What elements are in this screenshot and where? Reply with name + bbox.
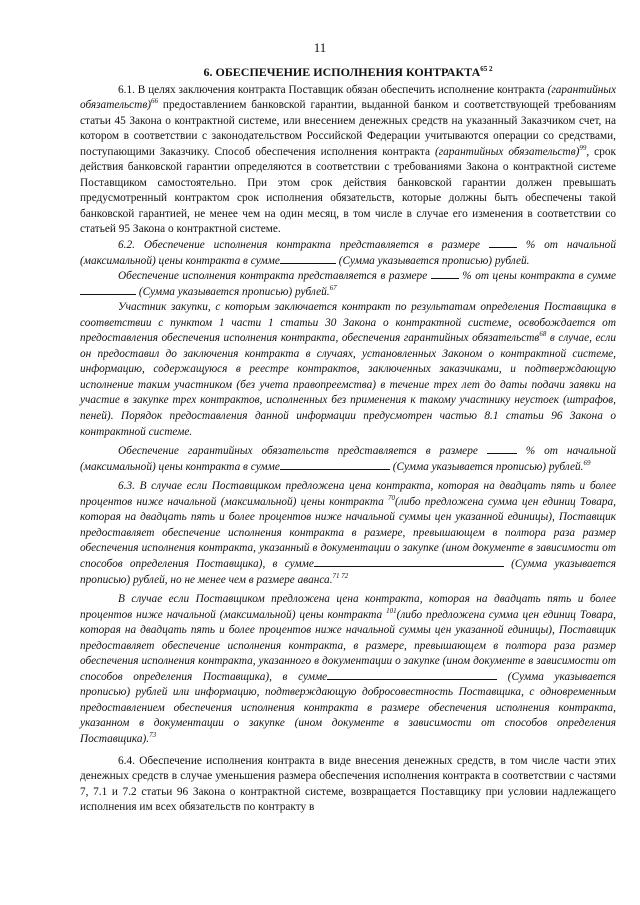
p3-text-c: (Сумма указывается прописью) рублей. <box>136 285 330 298</box>
p4-text-b: в случае, если он предоставил до заключения контракта в случаях, установленных Законом о контрактной системе, информацию, содержащуюся в реестре контрактов, заключенных заказчиками, и подтверждающую исполнение таким участником (без учета правопреемства) в течение трех лет до даты подачи заявки на участие в закупке трех контрактов, исполненных без применения к такому участнику неустоек (штрафов, пеней). Порядок предоставления данной информации предусмотрен частью 8.1 статьи 96 Закона о контрактной системе. <box>80 332 616 438</box>
sum-blank <box>280 460 390 470</box>
p3-text-a: Обеспечение исполнения контракта представляется в размере <box>118 270 431 283</box>
sum-blank <box>280 254 336 264</box>
p6-1-text-b: (гарантийных обязательств) <box>80 83 617 112</box>
p6-2-text-b: % от начальной (максимальной) цены контракта в сумме <box>80 239 616 267</box>
footnote-66: 66 <box>151 97 159 106</box>
p6-4-text-a: 6.4. Обеспечение исполнения контракта в виде внесения денежных средств, в том числе части этих денежных средств в случае уменьшения размера обеспечения исполнения контракта в соответствии с частями 7, 7.1 и 7.2 статьи 96 Закона о контрактной системе, возвращается Поставщику при условии надлежащего исполнения им всех обязательств по контракту в <box>80 754 616 814</box>
paragraph-guarantee-amount <box>80 269 616 300</box>
paragraph-antidumping <box>80 592 616 747</box>
p5-text-c: (Сумма указывается прописью) рублей. <box>389 460 584 473</box>
p6-3-text-c: (Сумма указывается прописью) рублей, но не менее чем в размере аванса. <box>80 557 616 586</box>
footnote-68: 68 <box>539 330 547 339</box>
footnote-99: 99 <box>579 143 587 152</box>
percent-blank <box>489 238 517 248</box>
p6-1-text-c: предоставлением банковской гарантии, выданной банком и соответствующей требованиям статьи 45 Закона о контрактной системе, или внесением денежных средств на указанный Заказчиком счет, на котором в соответствии с законодательством Российской Федерации учитываются операции со средствами, поступающими Заказчику. Способ обеспечения исполнения контракта <box>80 99 616 158</box>
footnote-71-72: 71 72 <box>332 571 349 580</box>
paragraph-6-3 <box>80 479 616 588</box>
p7-text-b: (либо предложена сумма цен единиц Товара, которая на двадцать пять и более процентов ниже начальной суммы цен указанной единицы), Поставщик предоставляет обеспечение исполнения контракта, в размере, превышающем в полтора раза размер обеспечения исполнения контракта, указанного в документации о закупке (ином документе в зависимости от способов определения Поставщика), в сумме <box>80 608 616 683</box>
p6-2-text-a: 6.2. Обеспечение исполнения контракта представляется в размере <box>118 239 489 252</box>
sum-blank <box>314 557 504 567</box>
section-heading <box>80 62 616 81</box>
paragraph-participant-exemption <box>80 300 616 440</box>
paragraph-6-4 <box>80 754 616 816</box>
page-number: 11 <box>313 40 327 55</box>
p6-1-text-d: (гарантийных обязательств) <box>434 145 580 158</box>
section-body <box>80 62 616 816</box>
p6-1-text-e: , срок действия банковской гарантии определяются в соответствии с требованиями Закона о контрактной системе Поставщиком самостоятельно. При этом срок действия банковской гарантии должен превышать предусмотренный контрактом срок исполнения обязательств, которые должны быть обеспечены такой банковской гарантией, не менее чем на один месяц, в том числе в случае его изменения в соответствии со статьей 95 Закона о контрактной системе. <box>80 145 616 236</box>
percent-blank <box>487 444 517 454</box>
p6-3-text-b: (либо предложена сумма цен единиц Товара, которая на двадцать пять и более процентов ниже начальной суммы цен указанной единицы), Поставщик предоставляет обеспечение исполнения контракта в размере, превышающем в полтора раза размер обеспечения исполнения контракта, указанный в документации о закупке (ином документе в зависимости от способов определения Поставщика), в сумме <box>80 495 616 570</box>
p5-text-a: Обеспечение гарантийных обязательств представляется в размере <box>118 445 487 458</box>
p6-1-text-a: 6.1. В целях заключения контракта Поставщик обязан обеспечить исполнение контракта <box>118 83 548 96</box>
sum-blank <box>80 285 136 295</box>
paragraph-6-1 <box>80 83 616 238</box>
footnote-67: 67 <box>329 283 337 292</box>
p7-text-c: (Сумма указывается прописью) рублей или информацию, подтверждающую добросовестность Поставщика, с одновременным предоставлением обеспечения исполнения контракта в размере обеспечения исполнения контракта, указанном в документации о закупке (ином документе в зависимости от способов определения Поставщика). <box>80 670 616 745</box>
p6-2-text-c: (Сумма указывается прописью) рублей. <box>335 254 530 267</box>
section-heading-footnote: 65 2 <box>480 65 493 73</box>
p5-text-b: % от начальной (максимальной) цены контракта в сумме <box>80 445 616 473</box>
footnote-69: 69 <box>583 458 591 467</box>
p4-text-a: Участник закупки, с которым заключается контракт по результатам определения Поставщика в соответствии с пунктом 1 части 1 статьи 30 Закона о контрактной системе, освобождается от предоставления обеспечения исполнения контракта, обеспечения гарантийных обязательств <box>80 301 616 345</box>
p7-text-a: В случае если Поставщиком предложена цена контракта, которая на двадцать пять и более процентов ниже начальной (максимальной) цены контракта <box>80 593 616 621</box>
sum-blank <box>327 670 497 680</box>
paragraph-warranty-obligations <box>80 444 616 475</box>
paragraph-6-2 <box>80 238 616 269</box>
p3-text-b: % от цены контракта в сумме <box>458 270 616 283</box>
percent-blank <box>431 269 459 279</box>
footnote-70: 70 <box>388 494 396 502</box>
section-heading-text: 6. ОБЕСПЕЧЕНИЕ ИСПОЛНЕНИЯ КОНТРАКТА <box>203 65 481 79</box>
footnote-73: 73 <box>149 731 157 740</box>
p6-3-text-a: 6.3. В случае если Поставщиком предложена цена контракта, которая на двадцать пять и более процентов ниже начальной (максимальной) цены контракта <box>80 480 616 508</box>
footnote-101: 101 <box>386 606 397 615</box>
